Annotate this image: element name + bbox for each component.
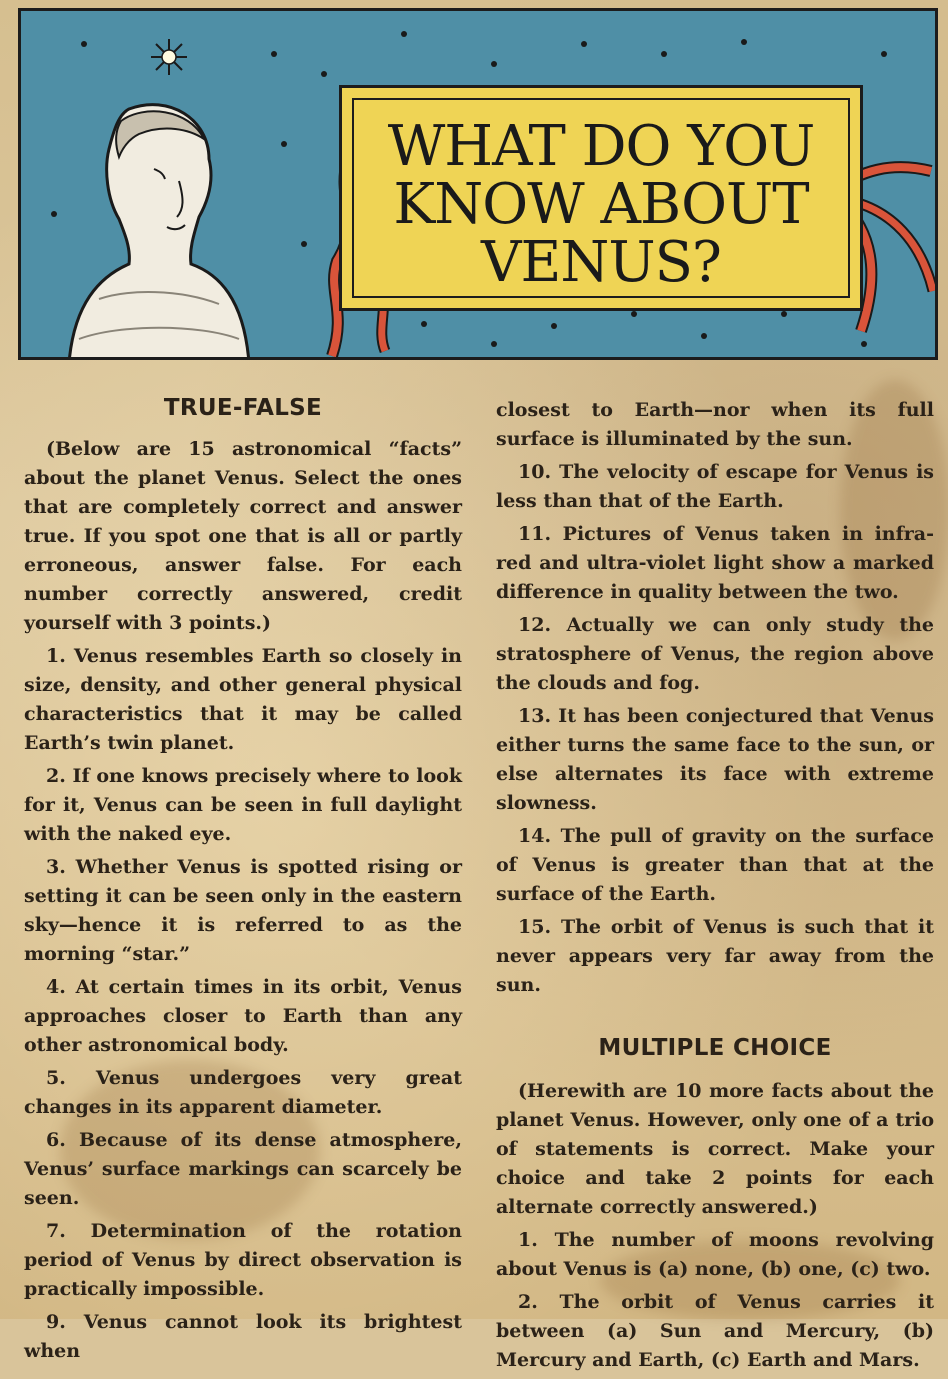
question-item-continued: closest to Earth—nor when its full surface is illuminated by the sun. (496, 399, 934, 450)
question-item: 4. At certain times in its orbit, Venus approaches closer to Earth than any other astronomical body. (24, 976, 462, 1056)
star-icon (861, 341, 867, 347)
question-item: 2. If one knows precisely where to look for it, Venus can be seen in full daylight with the naked eye. (24, 765, 462, 845)
star-icon (491, 61, 497, 67)
question-item: 5. Venus undergoes very great changes in its apparent diameter. (24, 1067, 462, 1118)
question-item: 1. Venus resembles Earth so closely in size, density, and other general physical characteristics that it may be called Earth’s twin planet. (24, 645, 462, 754)
star-icon (581, 41, 587, 47)
star-icon (631, 311, 637, 317)
page-title (342, 114, 860, 295)
question-item: 13. It has been conjectured that Venus either turns the same face to the sun, or else alternates its face with extreme slowness. (496, 705, 934, 814)
title-line: VENUS? (481, 230, 721, 295)
star-icon (281, 141, 287, 147)
left-column (24, 388, 462, 1370)
star-icon (741, 39, 747, 45)
star-icon (321, 71, 327, 77)
question-item: 11. Pictures of Venus taken in infra-red and ultra-violet light show a marked difference in quality between the two. (496, 523, 934, 603)
star-icon (491, 341, 497, 347)
question-item: 3. Whether Venus is spotted rising or setting it can be seen only in the eastern sky—hence it is referred to as the morning “star.” (24, 856, 462, 965)
star-icon (271, 51, 277, 57)
venus-bust-illustration (59, 99, 259, 360)
question-item: 1. The number of moons revolving about Venus is (a) none, (b) one, (c) two. (496, 1229, 934, 1280)
section-heading-true-false: TRUE-FALSE (163, 395, 323, 421)
star-icon (401, 31, 407, 37)
question-item: 15. The orbit of Venus is such that it never appears very far away from the sun. (496, 916, 934, 996)
question-item: 6. Because of its dense atmosphere, Venus’ surface markings can scarcely be seen. (24, 1129, 462, 1209)
star-icon (781, 311, 787, 317)
question-item: 2. The orbit of Venus carries it between (a) Sun and Mercury, (b) Mercury and Earth, (c) Earth and Mars. (496, 1291, 934, 1371)
star-icon (551, 323, 557, 329)
star-icon (51, 211, 57, 217)
star-icon (701, 333, 707, 339)
question-item: 12. Actually we can only study the stratosphere of Venus, the region above the clouds and fog. (496, 614, 934, 694)
title-plaque (339, 85, 863, 311)
star-icon (81, 41, 87, 47)
star-icon (881, 51, 887, 57)
question-item: 10. The velocity of escape for Venus is less than that of the Earth. (496, 461, 934, 512)
question-item: 9. Venus cannot look its brightest when (24, 1311, 462, 1362)
title-line: KNOW ABOUT (393, 172, 809, 237)
question-item: 14. The pull of gravity on the surface of Venus is greater than that at the surface of the Earth. (496, 825, 934, 905)
star-icon (151, 39, 187, 75)
title-banner (18, 8, 938, 360)
right-column (496, 396, 934, 1379)
title-line: WHAT DO YOU (387, 114, 815, 179)
true-false-intro: (Below are 15 astronomical “facts” about the planet Venus. Select the ones that are completely correct and answer true. If you spot one that is all or partly erroneous, answer false. For each number correctly answered, credit yourself with 3 points.) (24, 438, 462, 634)
star-icon (661, 51, 667, 57)
multiple-choice-intro: (Herewith are 10 more facts about the planet Venus. However, only one of a trio of statements is correct. Make your choice and take 2 points for each alternate correctly answered.) (496, 1080, 934, 1218)
star-icon (421, 321, 427, 327)
section-heading-multiple-choice: MULTIPLE CHOICE (598, 1035, 832, 1061)
question-item: 7. Determination of the rotation period of Venus by direct observation is practically impossible. (24, 1220, 462, 1300)
